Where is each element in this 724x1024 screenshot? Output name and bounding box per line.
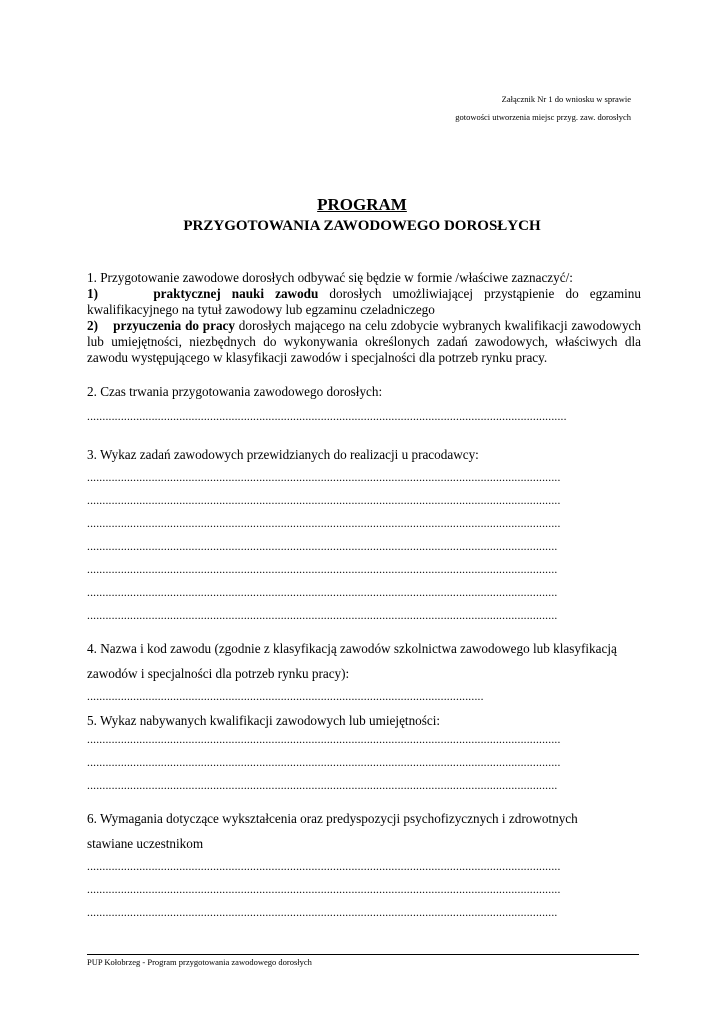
section-4-question xyxy=(87,636,641,686)
section-3-answer-line-5[interactable]: ......................................................................................................................................................... xyxy=(87,564,558,576)
section-3-answer-line-6[interactable]: ......................................................................................................................................................... xyxy=(87,587,558,599)
option-1-number: 1) xyxy=(87,286,98,301)
document-title: PROGRAM xyxy=(317,195,407,214)
section-3-answer-line-3[interactable]: .......................................................................................................................................................... xyxy=(87,518,561,530)
section-6-question-line-1: 6. Wymagania dotyczące wykształcenia oraz predyspozycji psychofizycznych i zdrowotnych xyxy=(87,811,578,826)
annex-note xyxy=(455,90,631,126)
annex-line-1: Załącznik Nr 1 do wniosku w sprawie xyxy=(501,94,631,104)
section-6-question xyxy=(87,806,641,856)
section-5-answer-lines xyxy=(87,729,641,798)
footer-divider xyxy=(87,954,639,955)
section-3-question: 3. Wykaz zadań zawodowych przewidzianych do realizacji u pracodawcy: xyxy=(87,447,479,462)
section-2-answer-line[interactable]: ............................................................................................................................................................ xyxy=(87,411,567,423)
document-subtitle: PRZYGOTOWANIA ZAWODOWEGO DOROSŁYCH xyxy=(183,218,541,234)
section-5-question: 5. Wykaz nabywanych kwalifikacji zawodowych lub umiejętności: xyxy=(87,713,441,728)
document-body xyxy=(87,270,641,925)
section-5-answer-line-1[interactable]: .......................................................................................................................................................... xyxy=(87,734,561,746)
option-2-description: dorosłych mającego na celu zdobycie wybranych kwalifikacji zawodowych lub umiejętności, niezbędnych do wykonywania określonych zadań zawodowych, właściwych dla zawodu występującego w klasyfikacji zawodów i specjalności dla potrzeb rynku pracy. xyxy=(87,318,641,365)
section-2-question: 2. Czas trwania przygotowania zawodowego dorosłych: xyxy=(87,384,383,399)
section-6-question-line-2: stawiane uczestnikom xyxy=(87,836,204,851)
option-1-term: praktycznej nauki zawodu xyxy=(153,286,319,301)
section-4-answer-line[interactable]: ................................................................................................................................. xyxy=(87,691,484,703)
annex-line-2: gotowości utworzenia miejsc przyg. zaw. dorosłych xyxy=(455,112,631,122)
section-5-answer-line-2[interactable]: .......................................................................................................................................................... xyxy=(87,757,561,769)
section-4-question-line-2: zawodów i specjalności dla potrzeb rynku pracy): xyxy=(87,666,350,681)
section-3-answer-line-2[interactable]: .......................................................................................................................................................... xyxy=(87,495,561,507)
section-3-answer-line-4[interactable]: ......................................................................................................................................................... xyxy=(87,541,558,553)
section-5-answer-line-3[interactable]: ......................................................................................................................................................... xyxy=(87,780,558,792)
section-3-answer-line-7[interactable]: ......................................................................................................................................................... xyxy=(87,610,558,622)
section-1-option-1 xyxy=(87,286,641,318)
section-6-answer-line-2[interactable]: .......................................................................................................................................................... xyxy=(87,884,561,896)
section-1-intro: 1. Przygotowanie zawodowe dorosłych odbywać się będzie w formie /właściwe zaznaczyć/: xyxy=(87,270,573,285)
section-4-question-line-1: 4. Nazwa i kod zawodu (zgodnie z klasyfikacją zawodów szkolnictwa zawodowego lub klasyfikacją xyxy=(87,641,617,656)
option-2-term: przyuczenia do pracy xyxy=(113,318,236,333)
section-6-answer-lines xyxy=(87,856,641,925)
section-6-answer-line-1[interactable]: .......................................................................................................................................................... xyxy=(87,861,561,873)
option-2-number: 2) xyxy=(87,318,98,333)
option-1-description: dorosłych umożliwiającej przystąpienie do egzaminu kwalifikacyjnego na tytuł zawodowy lub egzaminu czeladniczego xyxy=(87,286,641,317)
section-6-answer-line-3[interactable]: ......................................................................................................................................................... xyxy=(87,907,558,919)
section-3-answer-lines xyxy=(87,467,641,628)
section-3-answer-line-1[interactable]: .......................................................................................................................................................... xyxy=(87,472,561,484)
page-footer: PUP Kołobrzeg - Program przygotowania zawodowego dorosłych xyxy=(87,957,312,967)
section-1-option-2 xyxy=(87,318,641,366)
